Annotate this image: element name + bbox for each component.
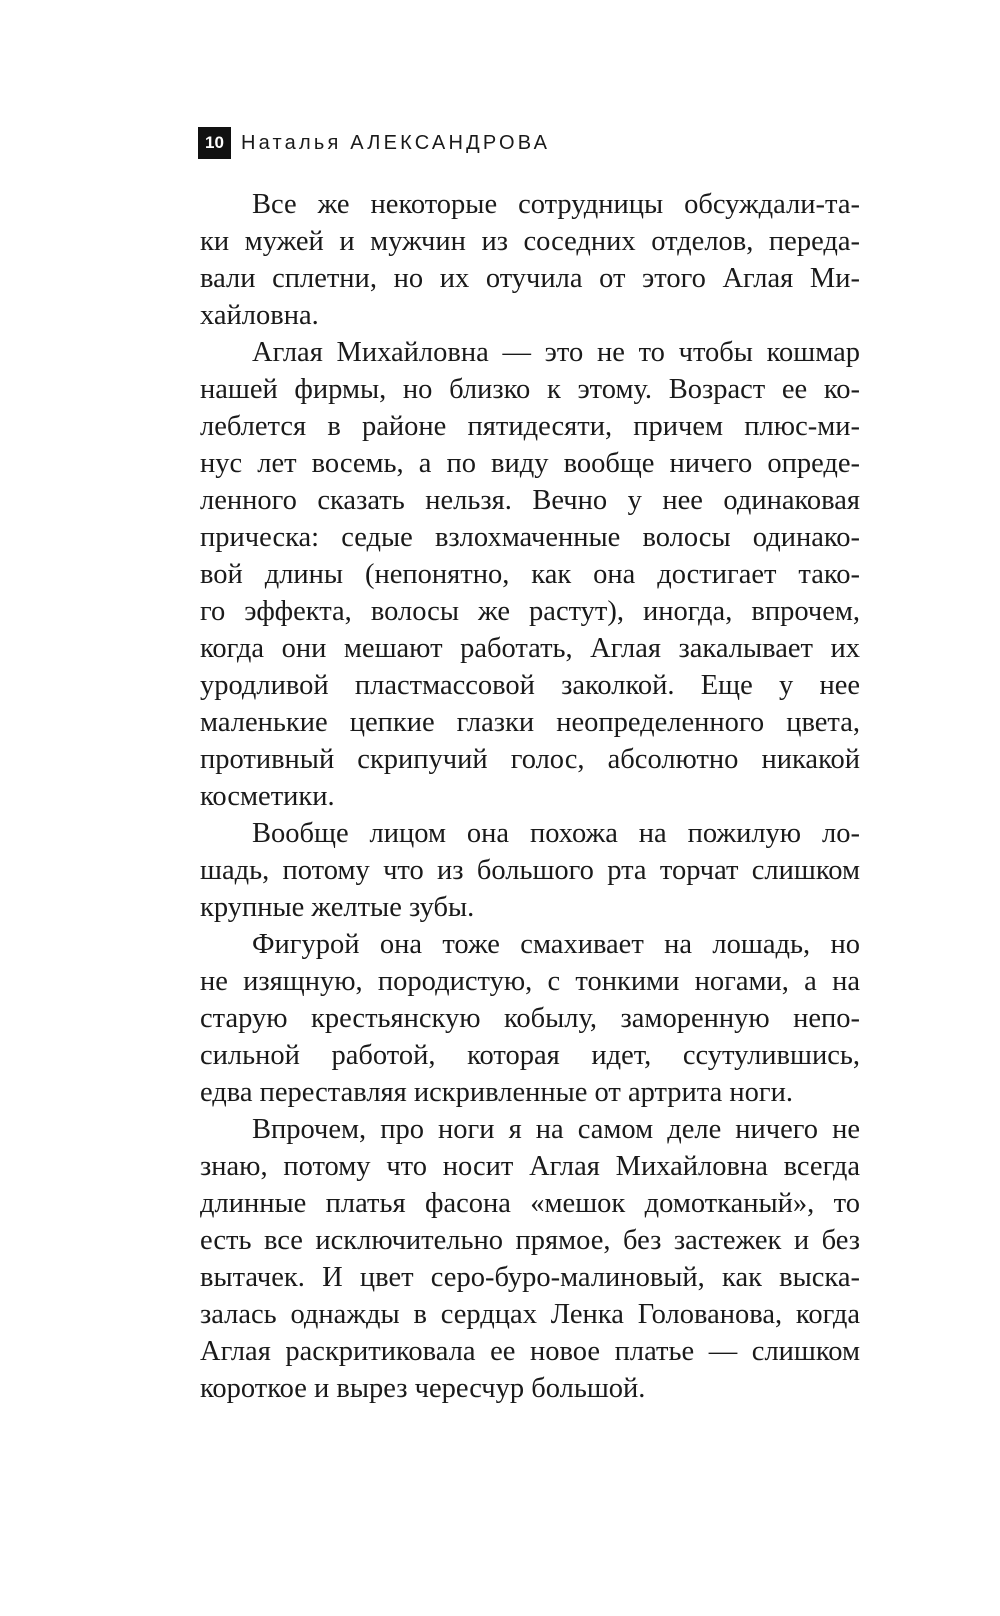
text-line: ленного сказать нельзя. Вечно у нее одинаковая xyxy=(200,485,860,516)
text-line: маленькие цепкие глазки неопределенного цвета, xyxy=(200,707,860,738)
text-line: сильной работой, которая идет, ссутулившись, xyxy=(200,1040,860,1071)
text-line: косметики. xyxy=(200,781,335,812)
running-header xyxy=(198,126,550,160)
text-line: Все же некоторые сотрудницы обсуждали-та- xyxy=(252,189,860,220)
text-line: Впрочем, про ноги я на самом деле ничего не xyxy=(252,1114,860,1145)
text-line: едва переставляя искривленные от артрита ноги. xyxy=(200,1077,793,1108)
text-line: Вообще лицом она похожа на пожилую ло- xyxy=(252,818,860,849)
text-line: крупные желтые зубы. xyxy=(200,892,475,923)
text-line: прическа: седые взлохмаченные волосы одинако- xyxy=(200,522,860,553)
text-line: вали сплетни, но их отучила от этого Аглая Ми- xyxy=(200,263,860,294)
text-line: знаю, потому что носит Аглая Михайловна всегда xyxy=(200,1151,860,1182)
text-line: Аглая раскритиковала ее новое платье — слишком xyxy=(200,1336,860,1367)
text-line: вой длины (непонятно, как она достигает тако- xyxy=(200,559,860,590)
text-line: вытачек. И цвет серо-буро-малиновый, как выска- xyxy=(200,1262,860,1293)
text-line: старую крестьянскую кобылу, заморенную непо- xyxy=(200,1003,860,1034)
text-line: Фигурой она тоже смахивает на лошадь, но xyxy=(252,929,860,960)
text-line: длинные платья фасона «мешок домотканый», то xyxy=(200,1188,860,1219)
author-name: Наталья АЛЕКСАНДРОВА xyxy=(241,131,551,154)
text-line: шадь, потому что из большого рта торчат слишком xyxy=(200,855,860,886)
text-line: не изящную, породистую, с тонкими ногами, а на xyxy=(200,966,860,997)
text-line: нашей фирмы, но близко к этому. Возраст ее ко- xyxy=(200,374,860,405)
text-line: нус лет восемь, а по виду вообще ничего опреде- xyxy=(200,448,860,479)
text-line: хайловна. xyxy=(200,300,319,331)
text-line: противный скрипучий голос, абсолютно никакой xyxy=(200,744,860,775)
body-text xyxy=(200,186,860,1407)
text-line: леблется в районе пятидесяти, причем плюс-ми- xyxy=(200,411,860,442)
text-line: есть все исключительно прямое, без застежек и без xyxy=(200,1225,860,1256)
text-line: уродливой пластмассовой заколкой. Еще у нее xyxy=(200,670,860,701)
text-line: короткое и вырез чересчур большой. xyxy=(200,1373,646,1404)
text-line: Аглая Михайловна — это не то чтобы кошмар xyxy=(252,337,860,368)
text-line: ки мужей и мужчин из соседних отделов, переда- xyxy=(200,226,860,257)
text-line: залась однажды в сердцах Ленка Голованова, когда xyxy=(200,1299,860,1330)
page-number: 10 xyxy=(198,127,231,159)
text-line: го эффекта, волосы же растут), иногда, впрочем, xyxy=(200,596,860,627)
text-line: когда они мешают работать, Аглая закалывает их xyxy=(200,633,860,664)
